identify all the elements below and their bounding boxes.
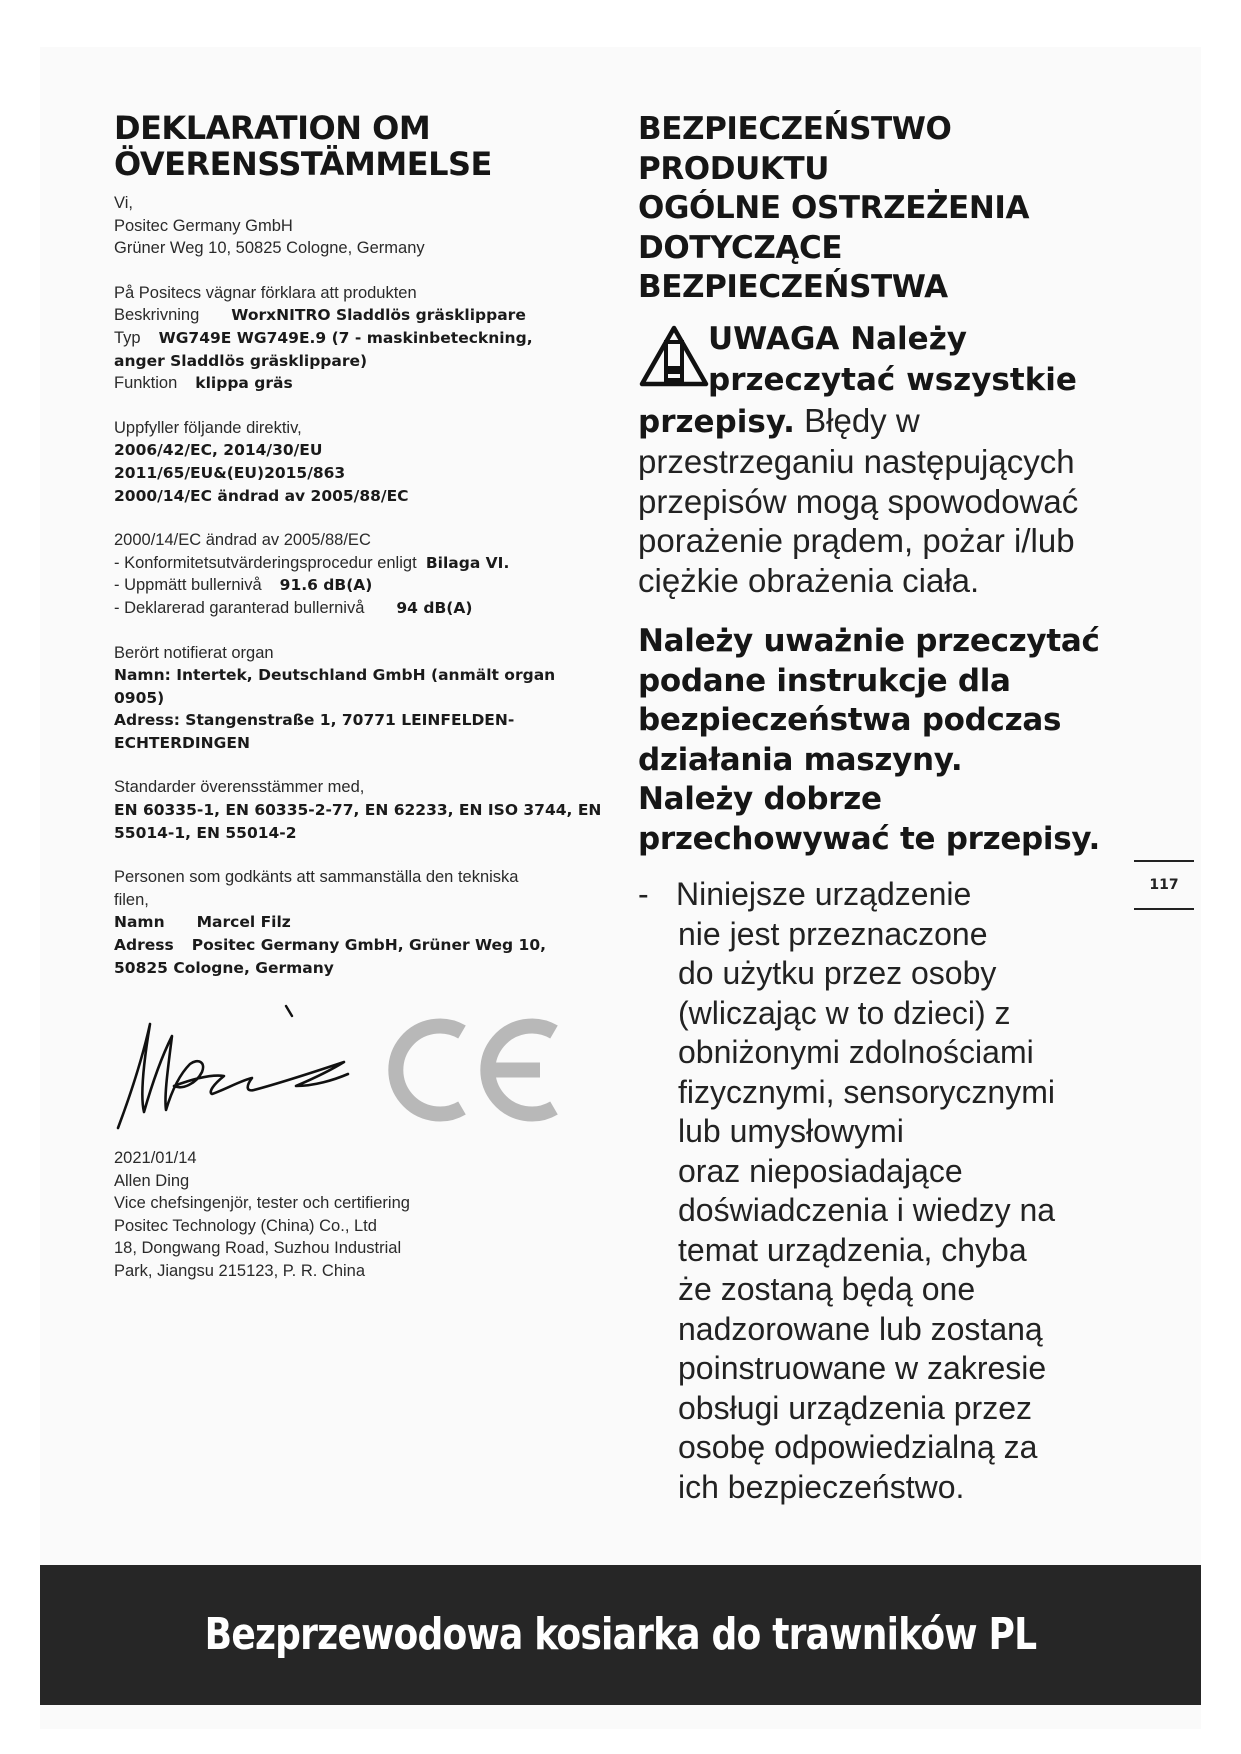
safety-title-line: DOTYCZĄCE: [638, 229, 843, 266]
warning-text: porażenie prądem, pożar i/lub: [638, 522, 1075, 559]
person-name-label: Namn: [114, 913, 165, 932]
warning-bold-text: przepisy.: [638, 403, 795, 440]
guaranteed-noise-row: [114, 597, 614, 620]
function-value: klippa gräs: [195, 374, 293, 393]
person-address-label: Adress: [114, 936, 174, 955]
intro-address: Grüner Weg 10, 50825 Cologne, Germany: [114, 239, 425, 258]
instruction-line: działania maszyny.: [638, 741, 963, 778]
noise-intro: 2000/14/EC ändrad av 2005/88/EC: [114, 531, 371, 550]
safety-title: [638, 110, 1138, 308]
measured-label: - Uppmätt bullernivå: [114, 576, 262, 595]
conformity-label: - Konformitetsutvärderingsprocedur enligt: [114, 553, 417, 572]
footer-title: Bezprzewodowa kosiarka do trawników PL: [204, 1609, 1037, 1660]
person-address-value: Positec Germany GmbH, Grüner Weg 10,: [191, 936, 547, 955]
guaranteed-value: 94 dB(A): [396, 598, 473, 617]
instruction-line: bezpieczeństwa podczas: [638, 702, 1062, 738]
declaration-title: [114, 110, 614, 182]
notified-address: [114, 709, 614, 732]
notified-address-line1: Adress: Stangenstraße 1, 70771 LEINFELDEN-: [114, 711, 515, 730]
signatory-info: [114, 1147, 554, 1283]
safety-title-line: BEZPIECZEŃSTWA: [638, 269, 948, 305]
description-value: WorxNITRO Sladdlös gräsklippare: [231, 306, 526, 325]
bullet-line: (wliczając w to dzieci) z: [678, 994, 1011, 1031]
conformity-row: [114, 552, 614, 575]
notified-address-cont: [114, 732, 614, 755]
notified-name-cont: [114, 687, 614, 710]
guaranteed-label: - Deklarerad garanterad bullernivå: [114, 598, 365, 617]
declaration-section: [114, 110, 614, 979]
bullet-line: osobę odpowiedzialną za: [678, 1429, 1038, 1465]
ce-mark-graphic: [396, 1026, 554, 1114]
warning-bold-text: UWAGA Należy: [708, 320, 967, 357]
bullet-line: nie jest przeznaczone: [678, 915, 988, 952]
type-row: [114, 327, 614, 350]
type-label: Typ: [114, 328, 141, 347]
page-number: 117: [1134, 860, 1194, 910]
bullet-line: oraz nieposiadające: [678, 1152, 963, 1189]
standards-list-cont: [114, 822, 614, 845]
declaration-title-line2: ÖVERENSSTÄMMELSE: [114, 145, 492, 183]
notified-address-line2: ECHTERDINGEN: [114, 733, 250, 752]
person-intro: Personen som godkänts att sammanställa den tekniska: [114, 868, 519, 887]
notified-name-line1: Namn: Intertek, Deutschland GmbH (anmält organ: [114, 666, 556, 685]
directive-item: [114, 462, 614, 485]
description-row: [114, 304, 614, 327]
type-value: WG749E WG749E.9 (7 - maskinbeteckning,: [158, 328, 533, 347]
warning-text: Błędy w: [794, 401, 920, 439]
bullet-line: obsługi urządzenia przez: [678, 1389, 1032, 1426]
bullet-line: lub umysłowymi: [678, 1113, 904, 1149]
type-value-cont: anger Sladdlös gräsklippare): [114, 351, 368, 370]
person-name-row: [114, 911, 614, 934]
signatory-title: Vice chefsingenjör, tester och certifiering: [114, 1194, 410, 1213]
behalf-text: På Positecs vägnar förklara att produkten: [114, 283, 417, 302]
standards-line2: 55014-1, EN 55014-2: [114, 823, 297, 842]
instruction-line: podane instrukcje dla: [638, 662, 1011, 699]
function-row: [114, 372, 614, 395]
directive-item: [114, 485, 614, 508]
bullet-line: ich bezpieczeństwo.: [678, 1468, 965, 1505]
warning-line: [638, 318, 1138, 360]
bullet-line: nadzorowane lub zostaną: [678, 1310, 1043, 1347]
intro-company: Positec Germany GmbH: [114, 216, 293, 235]
instruction-line: przechowywać te przepisy.: [638, 820, 1100, 857]
footer-banner: [40, 1565, 1201, 1705]
warning-bold-text: przeczytać wszystkie: [708, 362, 1077, 398]
warning-line: [638, 401, 1138, 443]
warning-text: przepisów mogą spowodować: [638, 482, 1079, 520]
bullet-line: temat urządzenia, chyba: [678, 1231, 1027, 1268]
person-name-value: Marcel Filz: [196, 913, 291, 932]
bullet-line: Niniejsze urządzenie: [676, 876, 972, 912]
signature-graphic: [114, 1000, 574, 1140]
safety-title-line: PRODUKTU: [638, 150, 829, 187]
declaration-title-line1: DEKLARATION OM: [114, 109, 431, 147]
standards-list: [114, 799, 614, 822]
instruction-line: Należy uważnie przeczytać: [638, 623, 1100, 659]
description-label: Beskrivning: [114, 306, 200, 325]
bullet-item: [638, 875, 1138, 1507]
warning-text: ciężkie obrażenia ciała.: [638, 561, 980, 599]
bullet-dash: -: [638, 876, 649, 912]
measured-noise-row: [114, 574, 614, 597]
instruction-block: [638, 622, 1138, 859]
bullet-line: doświadczenia i wiedzy na: [678, 1192, 1056, 1228]
bullet-line: fizycznymi, sensorycznymi: [678, 1073, 1055, 1110]
signatory-address: 18, Dongwang Road, Suzhou Industrial: [114, 1239, 402, 1258]
warning-text: przestrzeganiu następujących: [638, 443, 1075, 480]
notified-intro: Berört notifierat organ: [114, 643, 274, 662]
bullet-line: poinstruowane w zakresie: [678, 1350, 1047, 1386]
signatory-name: Allen Ding: [114, 1171, 190, 1190]
directive-item: [114, 439, 614, 462]
bullet-line: że zostaną będą one: [678, 1271, 976, 1307]
person-address-row: [114, 934, 614, 957]
notified-name: [114, 664, 614, 687]
signatory-company: Positec Technology (China) Co., Ltd: [114, 1216, 377, 1235]
signatory-address-cont: Park, Jiangsu 215123, P. R. China: [114, 1261, 366, 1280]
safety-title-line: BEZPIECZEŃSTWO: [638, 111, 952, 147]
warning-triangle-icon: [638, 324, 710, 388]
directive-text: 2000/14/EC ändrad av 2005/88/EC: [114, 486, 409, 505]
warning-line: [638, 359, 1138, 401]
safety-title-line: OGÓLNE OSTRZEŻENIA: [638, 190, 1030, 226]
function-label: Funktion: [114, 374, 178, 393]
conformity-value: Bilaga VI.: [425, 553, 510, 572]
type-row-cont: [114, 350, 614, 373]
person-address-cont: [114, 957, 614, 980]
instruction-line: Należy dobrze: [638, 781, 882, 817]
measured-value: 91.6 dB(A): [279, 576, 373, 595]
person-intro-cont: filen,: [114, 890, 149, 909]
directive-text: 2006/42/EC, 2014/30/EU: [114, 441, 323, 460]
standards-line1: EN 60335-1, EN 60335-2-77, EN 62233, EN ISO 3744, EN: [114, 801, 602, 820]
standards-intro: Standarder överensstämmer med,: [114, 778, 365, 797]
signature-area: [114, 1000, 574, 1140]
directive-text: 2011/65/EU&(EU)2015/863: [114, 463, 346, 482]
notified-name-line2: 0905): [114, 688, 165, 707]
safety-section: [638, 110, 1138, 1507]
person-address-value-cont: 50825 Cologne, Germany: [114, 958, 334, 977]
signature-date: 2021/01/14: [114, 1149, 197, 1167]
bullet-line: do użytku przez osoby: [678, 955, 997, 991]
bullet-line: obniżonymi zdolnościami: [678, 1034, 1034, 1070]
intro-we: Vi,: [114, 194, 133, 212]
warning-block: [638, 318, 1138, 601]
directives-intro: Uppfyller följande direktiv,: [114, 418, 302, 437]
